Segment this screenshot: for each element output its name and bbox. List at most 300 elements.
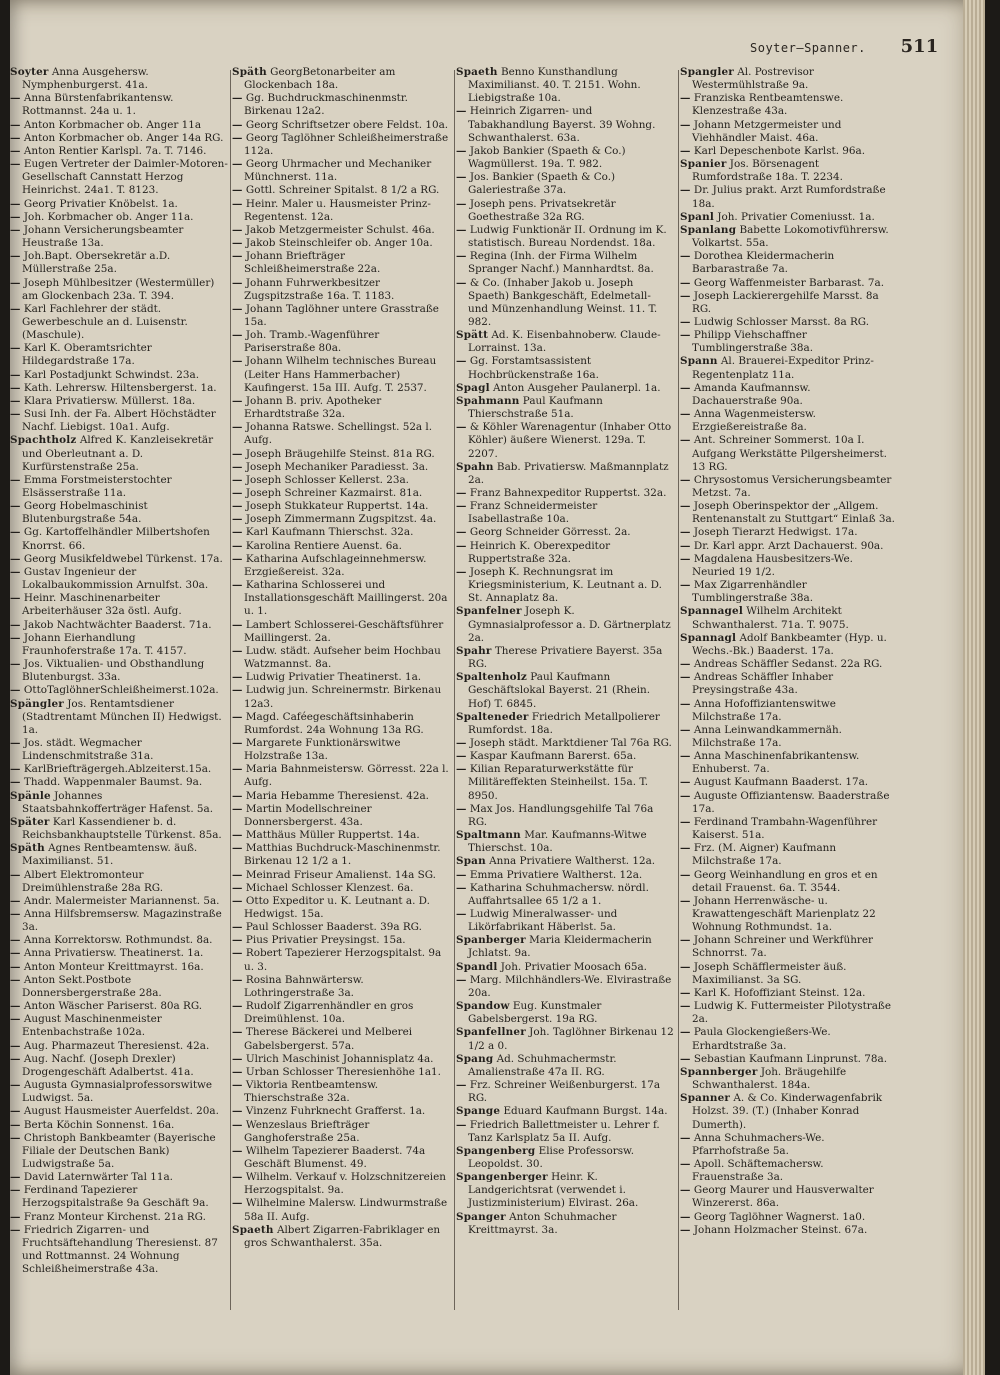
- directory-entry: [232, 553, 450, 579]
- entry-text: Anna Wagenmeistersw. Erzgießereistraße 8a.: [690, 408, 816, 434]
- directory-entry: [680, 158, 898, 184]
- entry-text: Ferdinand Tapezierer Herzogspitalstraße 9a Geschäft 9a.: [20, 1184, 209, 1210]
- directory-entry: [232, 882, 450, 895]
- entry-text: Paul Kaufmann Geschäftslokal Bayerst. 21 (Rhein. Hof) T. 6845.: [468, 671, 651, 710]
- entry-text: Maria Hebamme Theresienst. 42a.: [242, 789, 429, 802]
- entry-surname: —: [10, 473, 21, 486]
- entry-surname: —: [232, 802, 243, 815]
- directory-entry: [10, 198, 228, 211]
- directory-entry: [232, 1224, 450, 1250]
- directory-entry: [680, 526, 898, 539]
- entry-text: Klara Privatiersw. Müllerst. 18a.: [20, 394, 196, 407]
- entry-surname: —: [232, 618, 243, 631]
- entry-surname: —: [680, 671, 691, 684]
- page-number: 511: [900, 36, 939, 57]
- directory-entry: [232, 1079, 450, 1105]
- entry-surname: Spann: [680, 355, 718, 368]
- entry-text: Georg Taglöhner Wagnerst. 1a0.: [690, 1210, 866, 1223]
- entry-text: Heinr. K. Landgerichtsrat (verwendet i. Justizministerium) Elvirast. 26a.: [468, 1171, 639, 1210]
- directory-entry: [232, 277, 450, 303]
- entry-text: Anton Rentier Karlspl. 7a. T. 7146.: [20, 144, 207, 157]
- entry-text: & Köhler Warenagentur (Inhaber Otto Köhler) äußere Wienerst. 129a. T. 2207.: [466, 421, 672, 460]
- entry-surname: —: [10, 276, 21, 289]
- entry-surname: —: [232, 710, 243, 723]
- entry-surname: Spanfelner: [456, 605, 522, 618]
- directory-entry: [232, 1171, 450, 1197]
- directory-entry: [456, 1026, 674, 1052]
- entry-text: Jos. Viktualien- und Obsthandlung Blutenburgst. 33a.: [20, 658, 205, 684]
- entry-surname: —: [456, 500, 467, 513]
- directory-entry: [456, 198, 674, 224]
- entry-surname: —: [10, 500, 21, 513]
- entry-surname: —: [232, 355, 243, 368]
- entry-text: Anna Hofoffiziantenswitwe Milchstraße 17a.: [690, 697, 836, 723]
- directory-entry: [232, 974, 450, 1000]
- entry-surname: —: [680, 697, 691, 710]
- entry-surname: Spannagl: [680, 631, 737, 644]
- directory-entry: [456, 487, 674, 500]
- directory-entry: [10, 474, 228, 500]
- entry-text: Paula Glockengießers-We. Erhardtstraße 3a.: [690, 1026, 831, 1052]
- entry-surname: —: [10, 197, 21, 210]
- directory-entry: [456, 605, 674, 644]
- directory-entry: [680, 553, 898, 579]
- entry-surname: —: [232, 579, 243, 592]
- entry-surname: —: [232, 197, 243, 210]
- entry-surname: Span: [456, 855, 486, 868]
- directory-entry: [232, 237, 450, 250]
- entry-text: Matthäus Müller Ruppertst. 14a.: [242, 829, 420, 842]
- entry-text: Jakob Metzgermeister Schulst. 46a.: [242, 223, 435, 236]
- directory-entry: [232, 1000, 450, 1026]
- entry-surname: —: [232, 934, 243, 947]
- entry-text: Eugen Vertreter der Daimler-Motoren-Gesellschaft Cannstatt Herzog Heinrichst. 24a1. T. 8123.: [20, 158, 228, 197]
- directory-entry: [232, 1026, 450, 1052]
- directory-entry: [232, 1119, 450, 1145]
- entry-text: Anna Privatiersw. Theatinerst. 1a.: [20, 947, 204, 960]
- directory-entry: [680, 316, 898, 329]
- entry-text: Sebastian Kaufmann Linprunst. 78a.: [690, 1052, 888, 1065]
- entry-surname: —: [10, 118, 21, 131]
- entry-text: Georg Taglöhner Schleißheimerstraße 112a.: [242, 131, 449, 157]
- entry-text: Ludwig Mineralwasser- und Likörfabrikant Häberlst. 5a.: [466, 908, 618, 934]
- entry-text: Michael Schlosser Klenzest. 6a.: [242, 881, 414, 894]
- directory-entry: [680, 1026, 898, 1052]
- entry-text: Jakob Nachtwächter Baaderst. 71a.: [20, 618, 212, 631]
- directory-entry: [456, 421, 674, 460]
- entry-surname: —: [680, 750, 691, 763]
- entry-text: Augusta Gymnasialprofessorswitwe Ludwigst. 5a.: [20, 1079, 213, 1105]
- entry-surname: —: [232, 447, 243, 460]
- directory-entry: [456, 934, 674, 960]
- entry-text: Wenzeslaus Briefträger Ganghoferstraße 25a.: [242, 1118, 370, 1144]
- entry-surname: —: [10, 1013, 21, 1026]
- directory-entry: [456, 224, 674, 250]
- entry-surname: Spalteneder: [456, 710, 529, 723]
- entry-text: Karl Postadjunkt Schwindst. 23a.: [20, 368, 200, 381]
- entry-text: Joh. Privatier Comeniusst. 1a.: [714, 210, 875, 223]
- entry-text: Rudolf Zigarrenhändler en gros Dreimühlenst. 10a.: [242, 1000, 414, 1026]
- entry-surname: Späth: [10, 842, 45, 855]
- entry-surname: —: [680, 723, 691, 736]
- directory-entry: [680, 776, 898, 789]
- entry-text: Johann Wilhelm technisches Bureau (Leiter Hans Hammerbacher) Kaufingerst. 15a III. Aufg. T. 2537.: [242, 355, 437, 394]
- entry-surname: —: [10, 368, 21, 381]
- entry-surname: —: [680, 184, 691, 197]
- entry-text: Meinrad Friseur Amalienst. 14a SG.: [242, 868, 436, 881]
- directory-entry: [10, 1053, 228, 1079]
- page-edge-shading: [963, 0, 985, 1375]
- entry-surname: —: [10, 131, 21, 144]
- directory-entry: [232, 842, 450, 868]
- directory-entry: [10, 132, 228, 145]
- entry-text: Franz Bahnexpeditor Ruppertst. 32a.: [466, 487, 667, 499]
- directory-entry: [456, 1105, 674, 1118]
- entry-text: Karl Kaufmann Thierschst. 32a.: [242, 526, 414, 539]
- entry-text: Andr. Malermeister Mariannenst. 5a.: [20, 894, 220, 907]
- entry-surname: —: [10, 684, 21, 697]
- entry-text: Babette Lokomotivführersw. Volkartst. 55a.: [692, 223, 889, 250]
- entry-surname: —: [456, 802, 467, 815]
- directory-entry: [10, 1079, 228, 1105]
- entry-text: Anna Korrektorsw. Rothmundst. 8a.: [20, 934, 213, 947]
- directory-page: [10, 0, 985, 1375]
- entry-text: Ant. Schreiner Sommerst. 10a I. Aufgang Werkstätte Pilgersheimerst. 13 RG.: [690, 434, 887, 473]
- directory-entry: [10, 66, 228, 92]
- directory-entry: [456, 855, 674, 868]
- directory-entry: [680, 184, 898, 210]
- entry-surname: —: [10, 381, 21, 394]
- entry-text: Chrysostomus Versicherungsbeamter Metzst. 7a.: [690, 473, 892, 499]
- directory-entry: [456, 1079, 674, 1105]
- entry-surname: —: [232, 1026, 243, 1039]
- entry-surname: —: [680, 986, 691, 999]
- entry-text: Frz. Schreiner Weißenburgerst. 17a RG.: [466, 1079, 661, 1105]
- entry-text: Albert Elektromonteur Dreimühlenstraße 28a RG.: [20, 868, 164, 894]
- directory-entry: [232, 132, 450, 158]
- entry-text: Gg. Forstamtsassistent Hochbrückenstraße 16a.: [466, 355, 599, 381]
- directory-entry: [232, 934, 450, 947]
- entry-text: Johann Metzgermeister und Viehhändler Maist. 46a.: [690, 118, 842, 144]
- directory-entry: [680, 211, 898, 224]
- directory-entry: [232, 224, 450, 237]
- entry-surname: —: [680, 776, 691, 789]
- directory-entry: [456, 250, 674, 276]
- entry-surname: —: [232, 1079, 243, 1092]
- directory-entry: [10, 737, 228, 763]
- directory-entry: [10, 158, 228, 197]
- entry-surname: —: [10, 868, 21, 881]
- entry-text: Dr. Karl appr. Arzt Dachauerst. 90a.: [690, 539, 884, 552]
- entry-surname: —: [232, 513, 243, 526]
- directory-entry: [10, 816, 228, 842]
- entry-text: Joseph Stukkateur Ruppertst. 14a.: [242, 500, 429, 513]
- entry-text: August Hausmeister Auerfeldst. 20a.: [20, 1105, 219, 1118]
- entry-text: Anna Bürstenfabrikantensw. Rottmannst. 24a u. 1.: [20, 92, 174, 118]
- directory-entry: [232, 461, 450, 474]
- entry-text: Gustav Ingenieur der Lokalbaukommission Arnulfst. 30a.: [20, 565, 209, 592]
- entry-surname: —: [680, 144, 691, 157]
- directory-entry: [10, 303, 228, 342]
- entry-text: Joseph K. Gymnasialprofessor a. D. Gärtnerplatz 2a.: [468, 605, 671, 644]
- entry-surname: —: [680, 118, 691, 131]
- entry-surname: —: [680, 539, 691, 552]
- directory-entry: [456, 1053, 674, 1079]
- directory-entry: [680, 1000, 898, 1026]
- entry-text: Heinrich Zigarren- und Tabakhandlung Bayerst. 39 Wohng. Schwanthalerst. 63a.: [466, 105, 656, 144]
- entry-text: Ad. K. Eisenbahnoberw. Claude-Lorrainst. 13a.: [468, 329, 661, 355]
- directory-entry: [10, 369, 228, 382]
- entry-surname: —: [680, 329, 691, 342]
- directory-entry: [10, 566, 228, 592]
- entry-surname: —: [232, 158, 243, 171]
- running-head: [750, 36, 950, 66]
- entry-text: Johann Holzmacher Steinst. 67a.: [690, 1223, 868, 1236]
- directory-entry: [456, 1145, 674, 1171]
- entry-text: Aug. Nachf. (Joseph Drexler) Drogengeschäft Adalbertst. 41a.: [20, 1052, 194, 1078]
- directory-entry: [680, 355, 898, 381]
- entry-surname: —: [10, 934, 21, 947]
- entry-surname: —: [456, 1079, 467, 1092]
- entry-surname: Späth: [232, 66, 267, 78]
- directory-entry: [680, 92, 898, 118]
- entry-text: Wilhelmine Malersw. Lindwurmstraße 58a II. Aufg.: [242, 1197, 448, 1223]
- entry-text: Matthias Buchdruck-Maschinenmstr. Birkenau 12 1/2 a 1.: [242, 842, 441, 868]
- directory-entry: [680, 790, 898, 816]
- entry-text: Max Jos. Handlungsgehilfe Tal 76a RG.: [466, 802, 654, 828]
- entry-surname: —: [456, 868, 467, 881]
- entry-surname: —: [232, 500, 243, 513]
- entry-surname: —: [456, 736, 467, 749]
- entry-surname: —: [232, 842, 243, 855]
- directory-entry: [680, 277, 898, 290]
- entry-text: Jos. Bankier (Spaeth & Co.) Galeriestraße 37a.: [466, 171, 616, 197]
- directory-entry: [232, 790, 450, 803]
- entry-surname: —: [10, 565, 21, 578]
- entry-text: Andreas Schäffler Sedanst. 22a RG.: [690, 658, 883, 671]
- entry-surname: —: [10, 736, 21, 749]
- directory-entry: [680, 1092, 898, 1131]
- entry-text: Wilhelm Tapezierer Baaderst. 74a Geschäft Blumenst. 49.: [242, 1144, 426, 1170]
- entry-text: Benno Kunsthandlung Maximilianst. 40. T. 2151. Wohn. Liebigstraße 10a.: [468, 66, 641, 105]
- directory-entry: [232, 763, 450, 789]
- entry-surname: —: [680, 92, 691, 105]
- directory-entry: [10, 895, 228, 908]
- directory-entry: [232, 526, 450, 539]
- directory-entry: [10, 224, 228, 250]
- directory-entry: [680, 500, 898, 526]
- entry-text: Thadd. Wappenmaler Baumst. 9a.: [20, 776, 203, 789]
- entry-surname: Spandow: [456, 1000, 510, 1013]
- directory-entry: [680, 329, 898, 355]
- entry-surname: —: [232, 250, 243, 263]
- entry-text: Heinrich K. Oberexpeditor Ruppertstraße 32a.: [466, 539, 611, 565]
- entry-surname: —: [680, 1052, 691, 1065]
- directory-entry: [456, 145, 674, 171]
- entry-surname: —: [680, 250, 691, 263]
- directory-entry: [232, 395, 450, 421]
- directory-entry: [10, 763, 228, 776]
- entry-surname: —: [232, 131, 243, 144]
- directory-entry: [680, 579, 898, 605]
- entry-text: Emma Forstmeisterstochter Elsässerstraße 11a.: [20, 473, 172, 499]
- entry-surname: —: [456, 973, 467, 986]
- entry-text: Johann B. priv. Apotheker Erhardtstraße 32a.: [242, 394, 382, 421]
- entry-surname: —: [10, 592, 21, 605]
- entry-surname: —: [232, 539, 243, 552]
- entry-text: August Kaufmann Baaderst. 17a.: [690, 776, 869, 789]
- entry-surname: —: [232, 276, 243, 289]
- directory-entry: [680, 145, 898, 158]
- entry-text: Joseph Zimmermann Zugspitzst. 4a.: [242, 513, 437, 526]
- directory-entry: [680, 816, 898, 842]
- entry-surname: —: [680, 315, 691, 328]
- entry-surname: Spanner: [680, 1092, 731, 1105]
- entry-surname: —: [232, 894, 243, 907]
- entry-text: Karl Kassendiener b. d. Reichsbankhauptstelle Türkenst. 85a.: [22, 815, 222, 842]
- directory-entry: [456, 1119, 674, 1145]
- directory-entry: [680, 658, 898, 671]
- entry-text: Max Zigarrenhändler Tumblingerstraße 38a.: [690, 579, 814, 605]
- entry-text: Friedrich Metallpolierer Rumfordst. 18a.: [468, 710, 660, 736]
- entry-surname: —: [680, 934, 691, 947]
- entry-surname: Spangler: [680, 66, 734, 78]
- entry-text: Philipp Viehschaffner Tumblingerstraße 38a.: [690, 329, 814, 355]
- directory-entry: [10, 1224, 228, 1277]
- entry-text: Maria Kleidermacherin Jchlatst. 9a.: [468, 934, 652, 960]
- entry-surname: —: [232, 526, 243, 539]
- entry-surname: —: [10, 1105, 21, 1118]
- directory-entry: [232, 474, 450, 487]
- directory-entry: [456, 566, 674, 605]
- directory-entry: [232, 1066, 450, 1079]
- entry-surname: —: [232, 473, 243, 486]
- entry-surname: —: [232, 684, 243, 697]
- entry-surname: —: [10, 1184, 21, 1197]
- entry-surname: Spannagel: [680, 605, 743, 618]
- entry-surname: Soyter: [10, 66, 49, 78]
- directory-entry: [456, 355, 674, 381]
- entry-surname: —: [10, 763, 21, 776]
- entry-surname: Spangenberg: [456, 1144, 536, 1157]
- entry-surname: —: [680, 1157, 691, 1170]
- directory-entry: [10, 395, 228, 408]
- directory-entry: [456, 500, 674, 526]
- entry-text: Karolina Rentiere Auenst. 6a.: [242, 539, 402, 552]
- directory-entry: [680, 1158, 898, 1184]
- directory-entry: [232, 355, 450, 394]
- directory-entry: [456, 105, 674, 144]
- entry-text: Friedrich Ballettmeister u. Lehrer f. Tanz Karlsplatz 5a II. Aufg.: [466, 1118, 660, 1144]
- entry-text: Johanna Ratswe. Schellingst. 52a l. Aufg.: [242, 421, 433, 447]
- entry-text: Joh. Tramb.-Wagenführer Pariserstraße 80a.: [242, 329, 380, 355]
- directory-entry: [232, 711, 450, 737]
- entry-surname: —: [10, 1039, 21, 1052]
- directory-entry: [680, 750, 898, 776]
- entry-text: Johann Herrenwäsche- u. Krawattengeschäft Marienplatz 22 Wohnung Rothmundst. 1a.: [690, 894, 876, 934]
- directory-entry: [456, 803, 674, 829]
- entry-text: GeorgBetonarbeiter am Glockenbach 18a.: [244, 66, 396, 92]
- entry-surname: —: [232, 237, 243, 250]
- directory-entry: [10, 1013, 228, 1039]
- entry-text: Johannes Staatsbahnkofferträger Hafenst. 5a.: [22, 789, 214, 815]
- directory-entry: [10, 698, 228, 737]
- entry-surname: —: [232, 223, 243, 236]
- directory-entry: [232, 1053, 450, 1066]
- directory-entry: [10, 211, 228, 224]
- entry-surname: —: [680, 1000, 691, 1013]
- entry-surname: Spagl: [456, 381, 490, 394]
- entry-surname: —: [10, 908, 21, 920]
- entry-text: Margarete Funktionärswitwe Holzstraße 13a.: [242, 736, 401, 763]
- entry-surname: Spaltmann: [456, 829, 521, 842]
- entry-surname: —: [232, 763, 243, 776]
- entry-text: Otto Expeditor u. K. Leutnant a. D. Hedwigst. 15a.: [242, 894, 430, 920]
- directory-entry: [10, 92, 228, 118]
- directory-entry: [232, 198, 450, 224]
- entry-surname: —: [10, 631, 21, 644]
- entry-text: Al. Brauerei-Expeditor Prinz-Regentenplatz 11a.: [692, 355, 874, 381]
- entry-text: Andreas Schäffler Inhaber Preysingstraße 43a.: [690, 671, 834, 697]
- directory-entry: [680, 632, 898, 658]
- entry-surname: —: [456, 565, 467, 578]
- directory-entry: [680, 224, 898, 250]
- directory-entry: [456, 671, 674, 710]
- entry-text: Rosina Bahnwärtersw. Lothringerstraße 3a.: [242, 973, 364, 999]
- directory-entry: [456, 737, 674, 750]
- directory-entry: [10, 842, 228, 868]
- entry-surname: —: [680, 579, 691, 592]
- entry-text: Joseph Mechaniker Paradiesst. 3a.: [242, 460, 429, 473]
- directory-entry: [456, 1171, 674, 1210]
- entry-surname: —: [232, 1144, 243, 1157]
- entry-text: Anton Ausgeher Paulanerpl. 1a.: [489, 381, 661, 394]
- entry-surname: —: [232, 329, 243, 342]
- entry-surname: —: [680, 1026, 691, 1039]
- entry-surname: —: [456, 539, 467, 552]
- entry-text: Ludwig Privatier Theatinerst. 1a.: [242, 671, 422, 684]
- directory-entry: [232, 119, 450, 132]
- directory-entry: [10, 974, 228, 1000]
- entry-text: Anna Schuhmachers-We. Pfarrhofstraße 5a.: [690, 1131, 825, 1157]
- entry-text: Anna Leinwandkammernäh. Milchstraße 17a.: [690, 723, 842, 749]
- entry-text: Katharina Schuhmachersw. nördl. Auffahrtsallee 65 1/2 a 1.: [466, 881, 649, 907]
- directory-entry: [10, 1184, 228, 1210]
- directory-entry: [10, 908, 228, 934]
- entry-text: Karl Fachlehrer der städt. Gewerbeschule an d. Luisenstr. (Maschule).: [20, 302, 188, 342]
- entry-surname: —: [232, 1171, 243, 1184]
- entry-surname: —: [10, 1079, 21, 1092]
- entry-text: Ferdinand Trambahn-Wagenführer Kaiserst. 51a.: [690, 815, 878, 842]
- entry-surname: Spachtholz: [10, 434, 77, 447]
- directory-entry: [456, 961, 674, 974]
- directory-entry: [680, 698, 898, 724]
- entry-text: Susi Inh. der Fa. Albert Höchstädter Nachf. Liebigst. 10a1. Aufg.: [20, 408, 216, 434]
- entry-text: Paul Schlosser Baaderst. 39a RG.: [242, 921, 422, 934]
- entry-surname: —: [456, 763, 467, 776]
- directory-entry: [10, 592, 228, 618]
- directory-entry: [680, 1132, 898, 1158]
- entry-surname: Spahr: [456, 644, 492, 657]
- entry-text: Johann Fuhrwerkbesitzer Zugspitzstraße 16a. T. 1183.: [242, 276, 395, 302]
- directory-entry: [10, 277, 228, 303]
- entry-text: Georg Schneider Görresst. 2a.: [466, 526, 631, 539]
- directory-entry: [680, 934, 898, 960]
- entry-text: Gg. Kartoffelhändler Milbertshofen Knorrst. 66.: [20, 526, 210, 552]
- entry-text: Magdalena Hausbesitzers-We. Neuried 19 1/2.: [690, 552, 853, 578]
- entry-surname: —: [680, 289, 691, 302]
- entry-surname: —: [680, 1210, 691, 1223]
